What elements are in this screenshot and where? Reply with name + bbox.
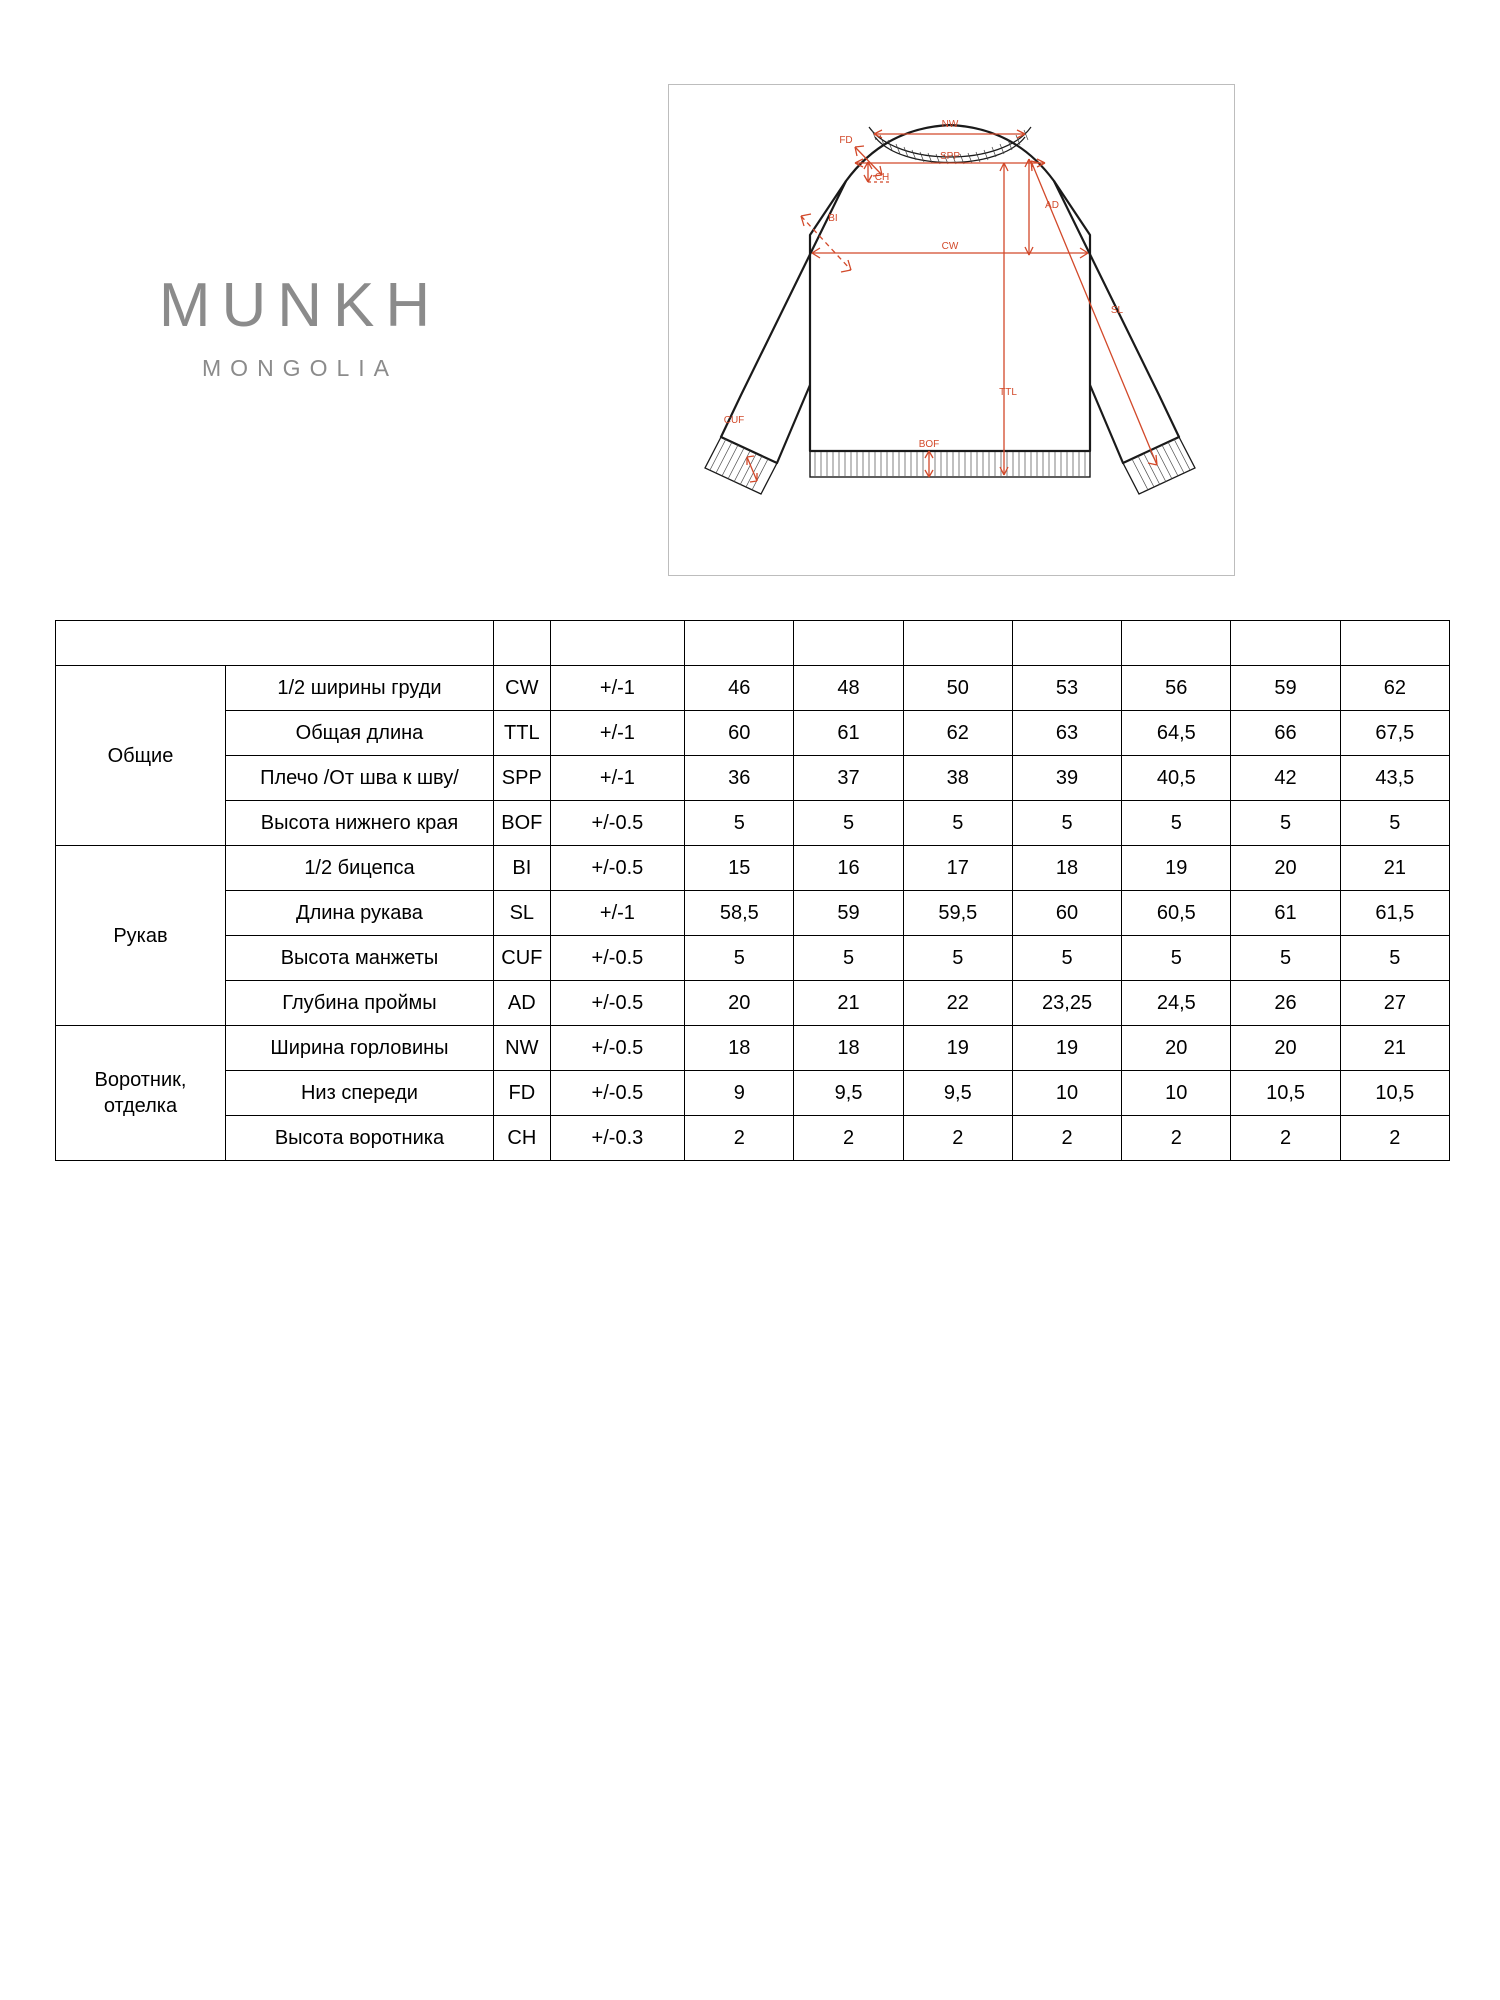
group-label-sleeve: Рукав (56, 846, 226, 1026)
value-4xl: 61,5 (1340, 891, 1449, 936)
measurement-abb: AD (494, 981, 551, 1026)
value-s: 5 (685, 936, 794, 981)
measurement-name: Высота манжеты (225, 936, 493, 981)
value-xl: 19 (1012, 1026, 1121, 1071)
value-3xl: 5 (1231, 936, 1340, 981)
measurement-deviation: +/-0.5 (550, 846, 685, 891)
value-2xl: 5 (1122, 936, 1231, 981)
header-size-2xl: 2XL (1122, 621, 1231, 666)
measurement-abb: CUF (494, 936, 551, 981)
size-chart-table-wrapper (55, 620, 1450, 1161)
value-l: 19 (903, 1026, 1012, 1071)
size-chart-table (55, 620, 1450, 1161)
measurement-name: 1/2 ширины груди (225, 666, 493, 711)
value-2xl: 2 (1122, 1116, 1231, 1161)
header-size-m: M (794, 621, 903, 666)
technical-drawing (668, 84, 1235, 576)
header-deviation: Отклонение (550, 621, 685, 666)
value-3xl: 10,5 (1231, 1071, 1340, 1116)
table-row (56, 981, 1450, 1026)
measurement-deviation: +/-0.3 (550, 1116, 685, 1161)
value-xl: 2 (1012, 1116, 1121, 1161)
value-m: 21 (794, 981, 903, 1026)
header-size-l: L (903, 621, 1012, 666)
brand-name: MUNKH (158, 271, 442, 340)
value-l: 17 (903, 846, 1012, 891)
value-s: 36 (685, 756, 794, 801)
table-row (56, 891, 1450, 936)
label-spp: SPP (939, 151, 961, 162)
label-ad: AD (1045, 200, 1059, 211)
value-4xl: 43,5 (1340, 756, 1449, 801)
value-3xl: 5 (1231, 801, 1340, 846)
table-row (56, 666, 1450, 711)
table-header-row (56, 621, 1450, 666)
label-bi: BI (828, 213, 838, 224)
table-row (56, 801, 1450, 846)
measurement-name: 1/2 бицепса (225, 846, 493, 891)
value-2xl: 24,5 (1122, 981, 1231, 1026)
measurement-abb: NW (494, 1026, 551, 1071)
value-xl: 53 (1012, 666, 1121, 711)
value-3xl: 42 (1231, 756, 1340, 801)
value-s: 46 (685, 666, 794, 711)
value-l: 5 (903, 936, 1012, 981)
label-sl: SL (1110, 305, 1124, 316)
label-nw: NW (941, 119, 959, 130)
value-m: 37 (794, 756, 903, 801)
measurement-deviation: +/-0.5 (550, 1026, 685, 1071)
value-3xl: 61 (1231, 891, 1340, 936)
measurement-deviation: +/-0.5 (550, 801, 685, 846)
value-3xl: 26 (1231, 981, 1340, 1026)
value-s: 58,5 (685, 891, 794, 936)
table-row (56, 1116, 1450, 1161)
value-l: 2 (903, 1116, 1012, 1161)
value-s: 18 (685, 1026, 794, 1071)
value-4xl: 21 (1340, 1026, 1449, 1071)
table-row (56, 846, 1450, 891)
value-m: 9,5 (794, 1071, 903, 1116)
value-xl: 10 (1012, 1071, 1121, 1116)
measurement-abb: TTL (494, 711, 551, 756)
measurement-name: Длина рукава (225, 891, 493, 936)
value-m: 48 (794, 666, 903, 711)
value-3xl: 20 (1231, 846, 1340, 891)
measurement-name: Ширина горловины (225, 1026, 493, 1071)
measurement-name: Низ спереди (225, 1071, 493, 1116)
value-3xl: 59 (1231, 666, 1340, 711)
header-size-xl: XL (1012, 621, 1121, 666)
value-2xl: 5 (1122, 801, 1231, 846)
measurement-name: Высота нижнего края (225, 801, 493, 846)
value-2xl: 40,5 (1122, 756, 1231, 801)
value-l: 59,5 (903, 891, 1012, 936)
header-measurements: Measurements (56, 621, 494, 666)
header-size-s: S (685, 621, 794, 666)
measurement-deviation: +/-0.5 (550, 981, 685, 1026)
measurement-name: Плечо /От шва к шву/ (225, 756, 493, 801)
label-cw: CW (941, 241, 959, 252)
sweater-diagram (669, 85, 1232, 573)
measurement-name: Общая длина (225, 711, 493, 756)
value-4xl: 27 (1340, 981, 1449, 1026)
value-s: 60 (685, 711, 794, 756)
value-2xl: 19 (1122, 846, 1231, 891)
value-l: 38 (903, 756, 1012, 801)
measurement-deviation: +/-0.5 (550, 936, 685, 981)
table-row (56, 1026, 1450, 1071)
table-row (56, 756, 1450, 801)
header-size-4xl: 4XL (1340, 621, 1449, 666)
brand-logo (115, 271, 475, 382)
value-m: 5 (794, 936, 903, 981)
measurement-name: Высота воротника (225, 1116, 493, 1161)
value-3xl: 20 (1231, 1026, 1340, 1071)
value-4xl: 67,5 (1340, 711, 1449, 756)
value-m: 5 (794, 801, 903, 846)
value-4xl: 2 (1340, 1116, 1449, 1161)
value-xl: 63 (1012, 711, 1121, 756)
value-l: 22 (903, 981, 1012, 1026)
value-4xl: 5 (1340, 936, 1449, 981)
header-area (0, 0, 1500, 590)
value-s: 5 (685, 801, 794, 846)
header-abb: Abb (494, 621, 551, 666)
measurement-abb: BOF (494, 801, 551, 846)
value-l: 5 (903, 801, 1012, 846)
value-l: 62 (903, 711, 1012, 756)
value-l: 9,5 (903, 1071, 1012, 1116)
measurement-abb: SPP (494, 756, 551, 801)
label-bof: BOF (918, 439, 940, 450)
value-xl: 18 (1012, 846, 1121, 891)
value-3xl: 66 (1231, 711, 1340, 756)
value-m: 2 (794, 1116, 903, 1161)
measurement-abb: CW (494, 666, 551, 711)
measurement-deviation: +/-1 (550, 756, 685, 801)
value-2xl: 56 (1122, 666, 1231, 711)
measurement-name: Глубина проймы (225, 981, 493, 1026)
measurement-abb: FD (494, 1071, 551, 1116)
value-4xl: 21 (1340, 846, 1449, 891)
measurement-abb: CH (494, 1116, 551, 1161)
value-4xl: 5 (1340, 801, 1449, 846)
label-fd: FD (839, 135, 853, 146)
value-4xl: 62 (1340, 666, 1449, 711)
value-l: 50 (903, 666, 1012, 711)
table-row (56, 1071, 1450, 1116)
value-xl: 5 (1012, 801, 1121, 846)
brand-subtitle: MONGOLIA (202, 355, 398, 381)
table-row (56, 936, 1450, 981)
value-m: 16 (794, 846, 903, 891)
value-xl: 23,25 (1012, 981, 1121, 1026)
value-s: 15 (685, 846, 794, 891)
value-m: 61 (794, 711, 903, 756)
measurement-deviation: +/-1 (550, 666, 685, 711)
value-xl: 5 (1012, 936, 1121, 981)
label-ttl: TTL (999, 387, 1017, 398)
label-cuf: CUF (723, 415, 745, 426)
group-label-general: Общие (56, 666, 226, 846)
value-m: 59 (794, 891, 903, 936)
measurement-abb: BI (494, 846, 551, 891)
label-ch: CH (874, 172, 890, 183)
value-2xl: 20 (1122, 1026, 1231, 1071)
value-s: 20 (685, 981, 794, 1026)
value-s: 2 (685, 1116, 794, 1161)
group-label-collar: Воротник, отделка (56, 1026, 226, 1161)
value-2xl: 60,5 (1122, 891, 1231, 936)
value-2xl: 10 (1122, 1071, 1231, 1116)
measurement-deviation: +/-0.5 (550, 1071, 685, 1116)
table-row (56, 711, 1450, 756)
measurement-deviation: +/-1 (550, 891, 685, 936)
value-4xl: 10,5 (1340, 1071, 1449, 1116)
value-xl: 60 (1012, 891, 1121, 936)
value-xl: 39 (1012, 756, 1121, 801)
value-2xl: 64,5 (1122, 711, 1231, 756)
value-3xl: 2 (1231, 1116, 1340, 1161)
measurement-abb: SL (494, 891, 551, 936)
value-s: 9 (685, 1071, 794, 1116)
measurement-deviation: +/-1 (550, 711, 685, 756)
header-size-3xl: 3XL (1231, 621, 1340, 666)
value-m: 18 (794, 1026, 903, 1071)
